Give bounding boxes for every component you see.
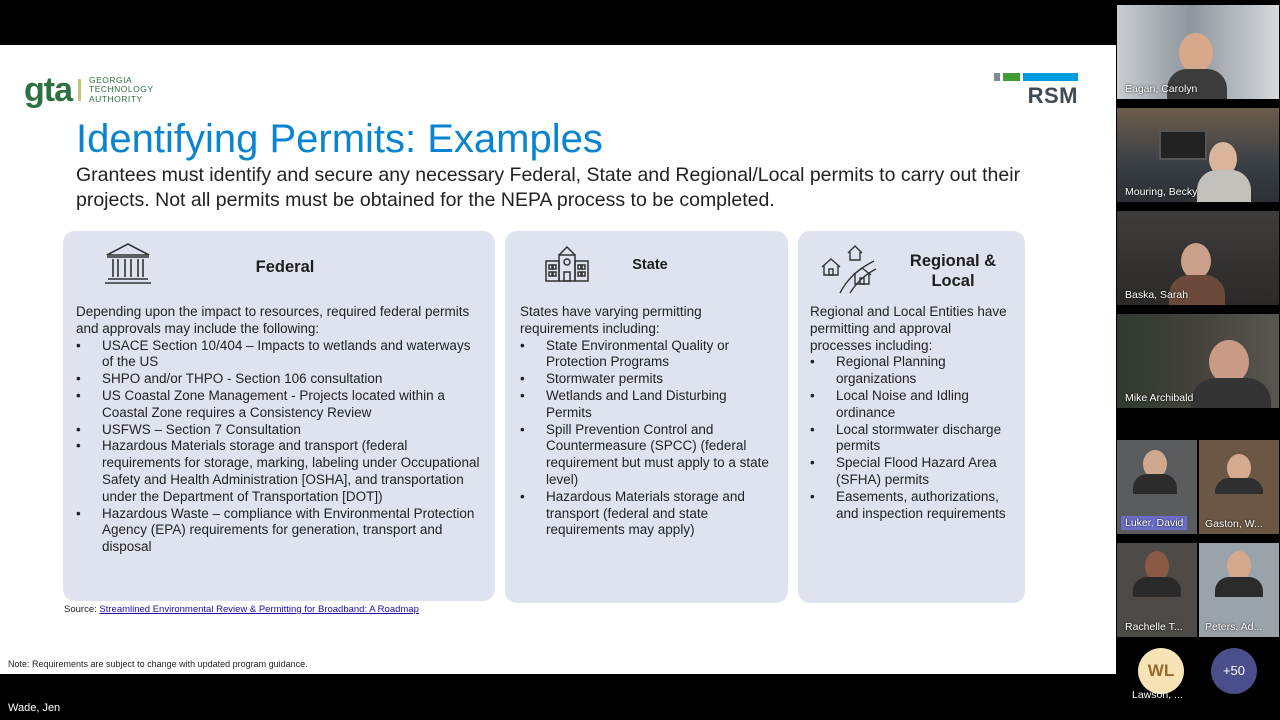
list-item: • Spill Prevention Control and Countermeasure (SPCC) (federal requirement but must apply to a state level) xyxy=(520,422,772,489)
list-item: • Hazardous Waste – compliance with Environmental Protection Agency (EPA) requirements for generation, transport and disposal xyxy=(76,506,481,556)
participant-name: Peters, Ad... xyxy=(1205,621,1263,633)
participant-tile[interactable] xyxy=(1117,211,1279,305)
regional-permit-list xyxy=(810,354,1015,522)
regional-title-line-2: Local xyxy=(931,272,975,290)
list-item: • Local stormwater discharge permits xyxy=(810,422,1015,456)
houses-road-icon xyxy=(820,243,880,300)
regional-card-intro: Regional and Local Entities have permitting and approval processes including: xyxy=(810,304,1007,353)
regional-local-card-body xyxy=(810,304,1015,522)
list-item: • USACE Section 10/404 – Impacts to wetlands and waterways of the US xyxy=(76,338,481,372)
logo-line-1: GEORGIA xyxy=(89,74,133,85)
state-permit-list xyxy=(520,338,772,540)
gta-logo-subtitle xyxy=(89,76,154,105)
avatar[interactable]: WL xyxy=(1138,648,1184,694)
federal-card-intro: Depending upon the impact to resources, required federal permits and approvals may include the following: xyxy=(76,304,470,336)
school-building-icon xyxy=(543,243,591,288)
list-item: • Stormwater permits xyxy=(520,371,772,388)
federal-card-body xyxy=(76,304,481,556)
slide-title: Identifying Permits: Examples xyxy=(76,117,603,161)
participant-name: Luker, David xyxy=(1121,516,1187,530)
regional-local-card-title xyxy=(898,251,1008,291)
participant-tile[interactable] xyxy=(1199,440,1279,534)
state-card-title: State xyxy=(632,257,668,273)
rsm-logo xyxy=(994,73,1078,109)
presentation-slide xyxy=(0,45,1116,674)
list-item: • SHPO and/or THPO - Section 106 consultation xyxy=(76,371,481,388)
participant-tile[interactable] xyxy=(1117,543,1197,637)
state-card xyxy=(505,231,788,603)
participant-tile[interactable] xyxy=(1117,440,1197,534)
more-participants-button[interactable]: +50 xyxy=(1211,648,1257,694)
participant-tile[interactable] xyxy=(1117,5,1279,99)
gta-logo-mark: gta xyxy=(24,71,72,109)
list-item: • Local Noise and Idling ordinance xyxy=(810,388,1015,422)
slide-intro: Grantees must identify and secure any necessary Federal, State and Regional/Local permits to carry out their projects. Not all permits must be obtained for the NEPA process to be completed. xyxy=(76,164,1021,211)
source-link[interactable]: Streamlined Environmental Review & Permitting for Broadband: A Roadmap xyxy=(99,604,419,615)
list-item: • Wetlands and Land Disturbing Permits xyxy=(520,388,772,422)
regional-title-line-1: Regional & xyxy=(909,252,997,270)
participant-name: Mike Archibald xyxy=(1125,392,1194,404)
participant-name: Eagan, Carolyn xyxy=(1125,83,1198,95)
list-item: • US Coastal Zone Management - Projects located within a Coastal Zone requires a Consistency Review xyxy=(76,388,481,422)
presenter-name: Wade, Jen xyxy=(8,702,61,714)
list-item: • USFWS – Section 7 Consultation xyxy=(76,422,481,439)
state-card-body xyxy=(520,304,772,539)
state-card-intro: States have varying permitting requirements including: xyxy=(520,304,702,336)
logo-line-2: TECHNOLOGY xyxy=(89,84,154,95)
logo-divider xyxy=(78,79,81,101)
list-item: • Special Flood Hazard Area (SFHA) permits xyxy=(810,455,1015,489)
list-item: • Easements, authorizations, and inspection requirements xyxy=(810,489,1015,523)
federal-card-title: Federal xyxy=(255,258,315,276)
federal-permit-list xyxy=(76,338,481,556)
source-prefix: Source: xyxy=(64,604,100,615)
participant-tile[interactable] xyxy=(1199,543,1279,637)
regional-local-card xyxy=(798,231,1025,603)
rsm-logo-bars xyxy=(994,73,1078,81)
participant-name: Rachelle T... xyxy=(1125,621,1183,633)
participant-tile[interactable] xyxy=(1117,314,1279,408)
rsm-logo-text: RSM xyxy=(1027,83,1078,108)
list-item: • Hazardous Materials storage and transport (federal and state requirements may apply) xyxy=(520,489,772,539)
list-item: • Hazardous Materials storage and transport (federal requirements for storage, marking, labeling under Occupational Safety and Health Administration [OSHA], and transportation under the Department of Transportation [DOT]) xyxy=(76,438,481,505)
participant-tile[interactable] xyxy=(1117,108,1279,202)
participant-tile-pair xyxy=(1117,543,1279,637)
slide-note: Note: Requirements are subject to change with updated program guidance. xyxy=(8,659,308,669)
federal-card xyxy=(63,231,495,601)
gta-logo xyxy=(24,73,154,107)
avatar-name: Lawson, ... xyxy=(1132,689,1183,701)
participant-name: Baska, Sarah xyxy=(1125,289,1189,301)
logo-line-3: AUTHORITY xyxy=(89,93,143,104)
participant-tile-pair xyxy=(1117,440,1279,534)
courthouse-icon xyxy=(103,241,153,292)
participant-name: Mouring, Becky xyxy=(1125,186,1198,198)
source-citation xyxy=(64,604,419,615)
list-item: • Regional Planning organizations xyxy=(810,354,1015,388)
list-item: • State Environmental Quality or Protection Programs xyxy=(520,338,772,372)
participant-name: Gaston, W... xyxy=(1205,518,1263,530)
